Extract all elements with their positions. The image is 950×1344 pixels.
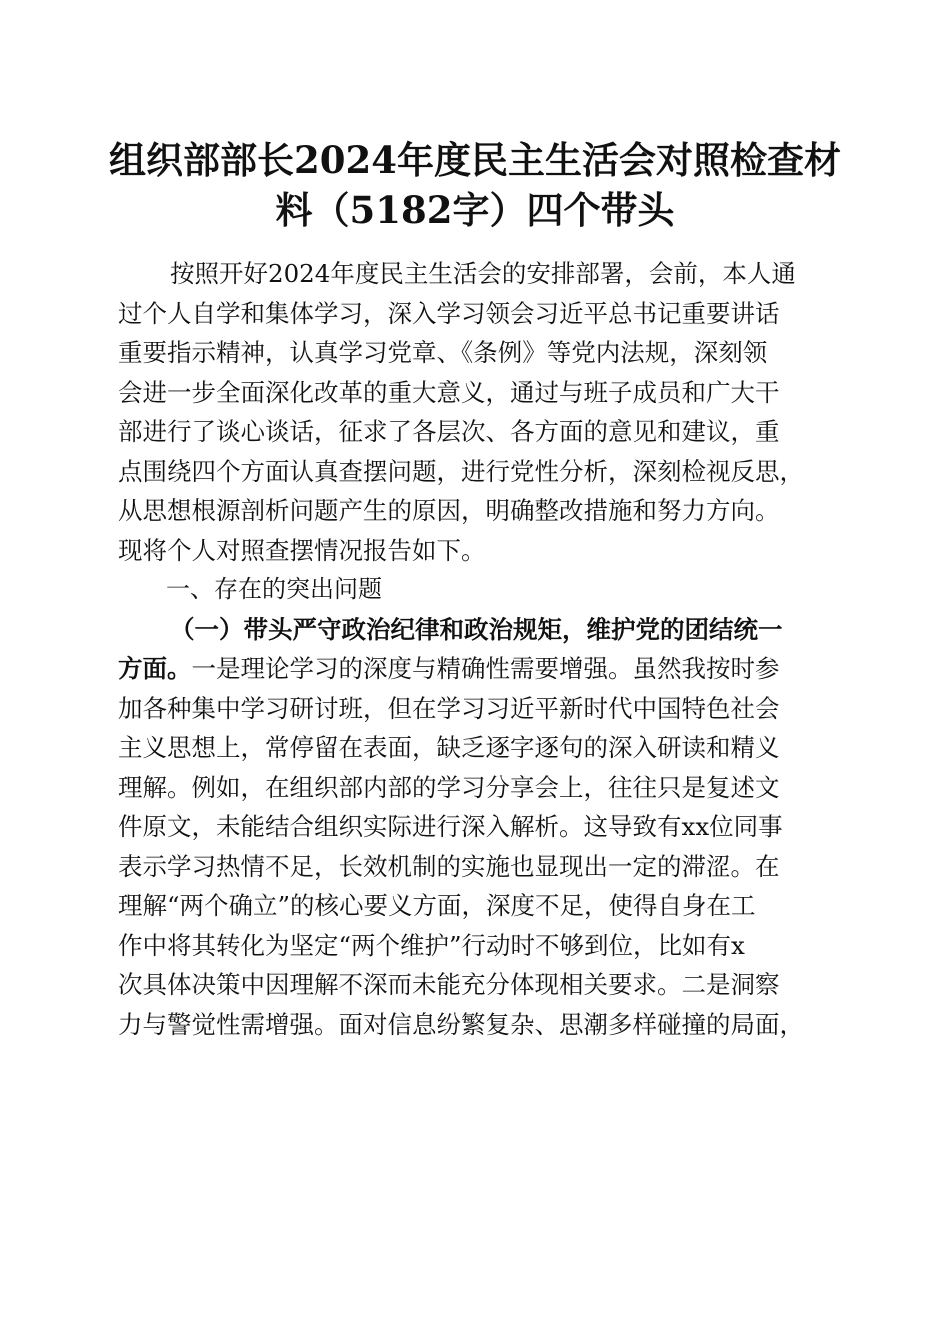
body-line: 理解。例如，在组织部内部的学习分享会上，往往只是复述文 [118, 772, 780, 802]
intro-line: 现将个人对照查摆情况报告如下。 [118, 535, 486, 565]
subsection-heading: （一）带头严守政治纪律和政治规矩，维护党的团结统一 [170, 614, 783, 644]
subsection-heading-end: 方面。 [118, 654, 192, 683]
document-body [118, 254, 838, 1044]
body-line: 次具体决策中因理解不深而未能充分体现相关要求。二是洞察 [118, 970, 780, 999]
body-line: 力与警觉性需增强。面对信息纷繁复杂、思潮多样碰撞的局面， [118, 1009, 804, 1039]
subsection-line [118, 649, 838, 689]
body-line: 作中将其转化为坚定“两个维护”行动时不够到位，比如有x [118, 930, 745, 960]
section-heading: 一、存在的突出问题 [166, 575, 382, 603]
document-title [95, 135, 855, 235]
subsection-text: 一是理论学习的深度与精确性需要增强。虽然我按时参 [191, 654, 780, 683]
body-line: 表示学习热情不足，长效机制的实施也显现出一定的滞涩。在 [118, 851, 780, 881]
body-line: 主义思想上，常停留在表面，缺乏逐字逐句的深入研读和精义 [118, 733, 780, 762]
intro-line: 按照开好2024年度民主生活会的安排部署，会前，本人通 [170, 259, 796, 288]
intro-line: 过个人自学和集体学习，深入学习领会习近平总书记重要讲话 [118, 298, 780, 328]
body-line: 加各种集中学习研讨班，但在学习习近平新时代中国特色社会 [118, 693, 780, 723]
intro-line: 会进一步全面深化改革的重大意义，通过与班子成员和广大干 [118, 377, 780, 407]
intro-line: 点围绕四个方面认真查摆问题，进行党性分析，深刻检视反思， [118, 456, 804, 486]
title-line-2: 料（5182字）四个带头 [275, 188, 675, 232]
intro-line: 从思想根源剖析问题产生的原因，明确整改措施和努力方向。 [118, 496, 780, 525]
body-line: 件原文，未能结合组织实际进行深入解析。这导致有xx位同事 [118, 812, 783, 841]
intro-line: 部进行了谈心谈话，征求了各层次、各方面的意见和建议，重 [118, 417, 780, 446]
intro-line: 重要指示精神，认真学习党章、《条例》等党内法规，深刻领 [118, 338, 768, 367]
body-line: 理解“两个确立”的核心要义方面，深度不足，使得自身在工 [118, 891, 756, 920]
title-line-1: 组织部部长2024年度民主生活会对照检查材 [109, 138, 841, 182]
